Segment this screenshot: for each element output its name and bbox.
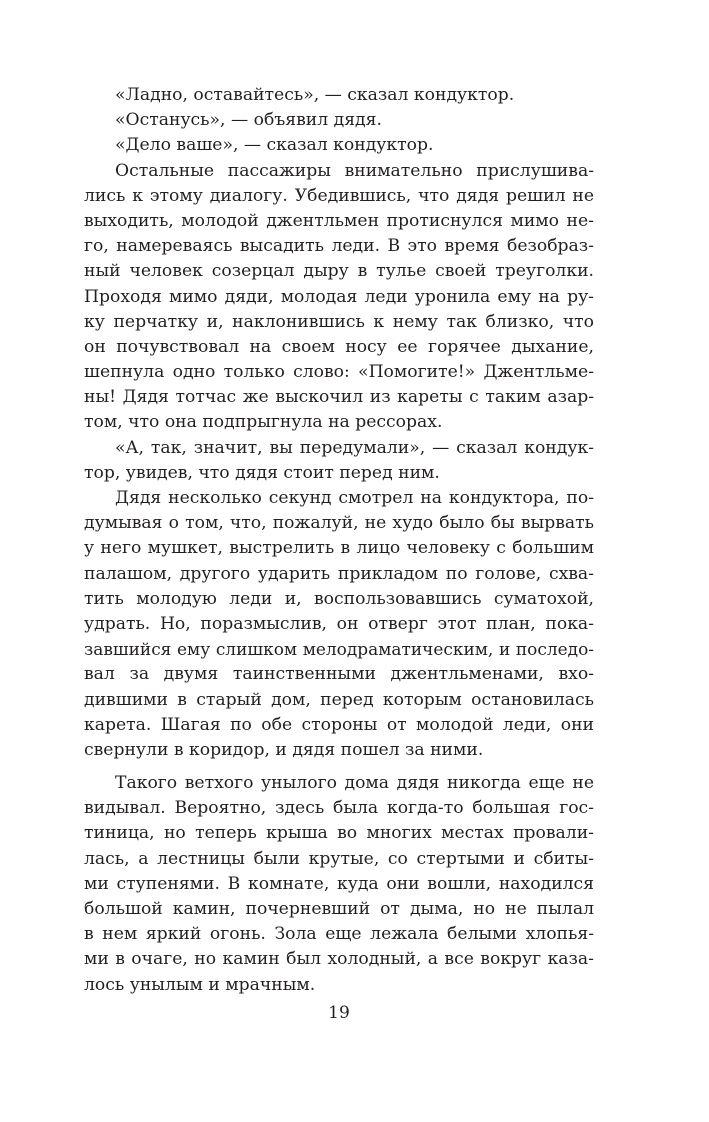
text-line: удрать. Но, поразмыслив, он отверг этот план, пока- bbox=[84, 613, 594, 634]
text-line: «Дело ваше», — сказал кондуктор. bbox=[115, 135, 434, 156]
text-line: Остальные пассажиры внимательно прислушива- bbox=[115, 160, 594, 181]
text-line: ны! Дядя тотчас же выскочил из кареты с таким азар- bbox=[84, 387, 594, 408]
text-line: у него мушкет, выстрелить в лицо человеку с большим bbox=[84, 538, 594, 559]
text-line: вал за двумя таинственными джентльменами, вхо- bbox=[84, 664, 594, 685]
text-line: выходить, молодой джентльмен протиснулся мимо не- bbox=[84, 210, 594, 231]
text-line: ку перчатку и, наклонившись к нему так близко, что bbox=[84, 311, 594, 332]
text-line: ный человек созерцал дыру в тулье своей треуголки. bbox=[84, 261, 594, 282]
text-line: свернули в коридор, и дядя пошел за ними. bbox=[84, 739, 484, 760]
text-line: он почувствовал на своем носу ее горячее дыхание, bbox=[84, 336, 594, 357]
text-line: Такого ветхого унылого дома дядя никогда еще не bbox=[115, 773, 594, 794]
text-line: тор, увидев, что дядя стоит перед ним. bbox=[84, 462, 440, 483]
text-line: «Останусь», — объявил дядя. bbox=[115, 110, 382, 131]
text-line: ми в очаге, но камин был холодный, а все вокруг каза- bbox=[84, 949, 594, 970]
text-line: лось унылым и мрачным. bbox=[84, 974, 316, 995]
text-line: дившими в старый дом, перед которым остановилась bbox=[84, 689, 594, 710]
text-line: думывая о том, что, пожалуй, не худо было бы вырвать bbox=[84, 513, 594, 534]
body-text bbox=[84, 83, 594, 998]
text-line: том, что она подпрыгнула на рессорах. bbox=[84, 412, 443, 433]
paragraph-gap bbox=[84, 763, 594, 771]
text-line: палашом, другого ударить прикладом по голове, схва- bbox=[84, 563, 594, 584]
text-line: в нем яркий огонь. Зола еще лежала белыми хлопья- bbox=[84, 924, 594, 945]
text-line: Проходя мимо дяди, молодая леди уронила ему на ру- bbox=[84, 286, 594, 307]
text-line: тить молодую леди и, воспользовавшись суматохой, bbox=[84, 588, 594, 609]
text-line: видывал. Вероятно, здесь была когда-то большая гос- bbox=[84, 798, 594, 819]
book-page bbox=[84, 83, 594, 1083]
text-line: шепнула одно только слово: «Помогите!» Джентльме- bbox=[84, 362, 594, 383]
text-line: «Ладно, оставайтесь», — сказал кондуктор. bbox=[115, 85, 515, 105]
text-line: тиница, но теперь крыша во многих местах провали- bbox=[84, 823, 594, 844]
text-line: завшийся ему слишком мелодраматическим, и последо- bbox=[84, 639, 594, 660]
text-line: Дядя несколько секунд смотрел на кондуктора, по- bbox=[115, 488, 594, 508]
text-line: «А, так, значит, вы передумали», — сказал кондук- bbox=[115, 437, 594, 458]
text-line: большой камин, почерневший от дыма, но не пылал bbox=[84, 899, 594, 919]
text-line: го, намереваясь высадить леди. В это время безобраз- bbox=[84, 236, 594, 257]
text-line: карета. Шагая по обе стороны от молодой леди, они bbox=[84, 714, 594, 735]
page-number: 19 bbox=[328, 1003, 350, 1023]
text-line: лись к этому диалогу. Убедившись, что дядя решил не bbox=[84, 185, 594, 206]
text-line: лась, а лестницы были крутые, со стертыми и сбиты- bbox=[84, 848, 594, 869]
text-line: ми ступенями. В комнате, куда они вошли, находился bbox=[84, 873, 594, 894]
